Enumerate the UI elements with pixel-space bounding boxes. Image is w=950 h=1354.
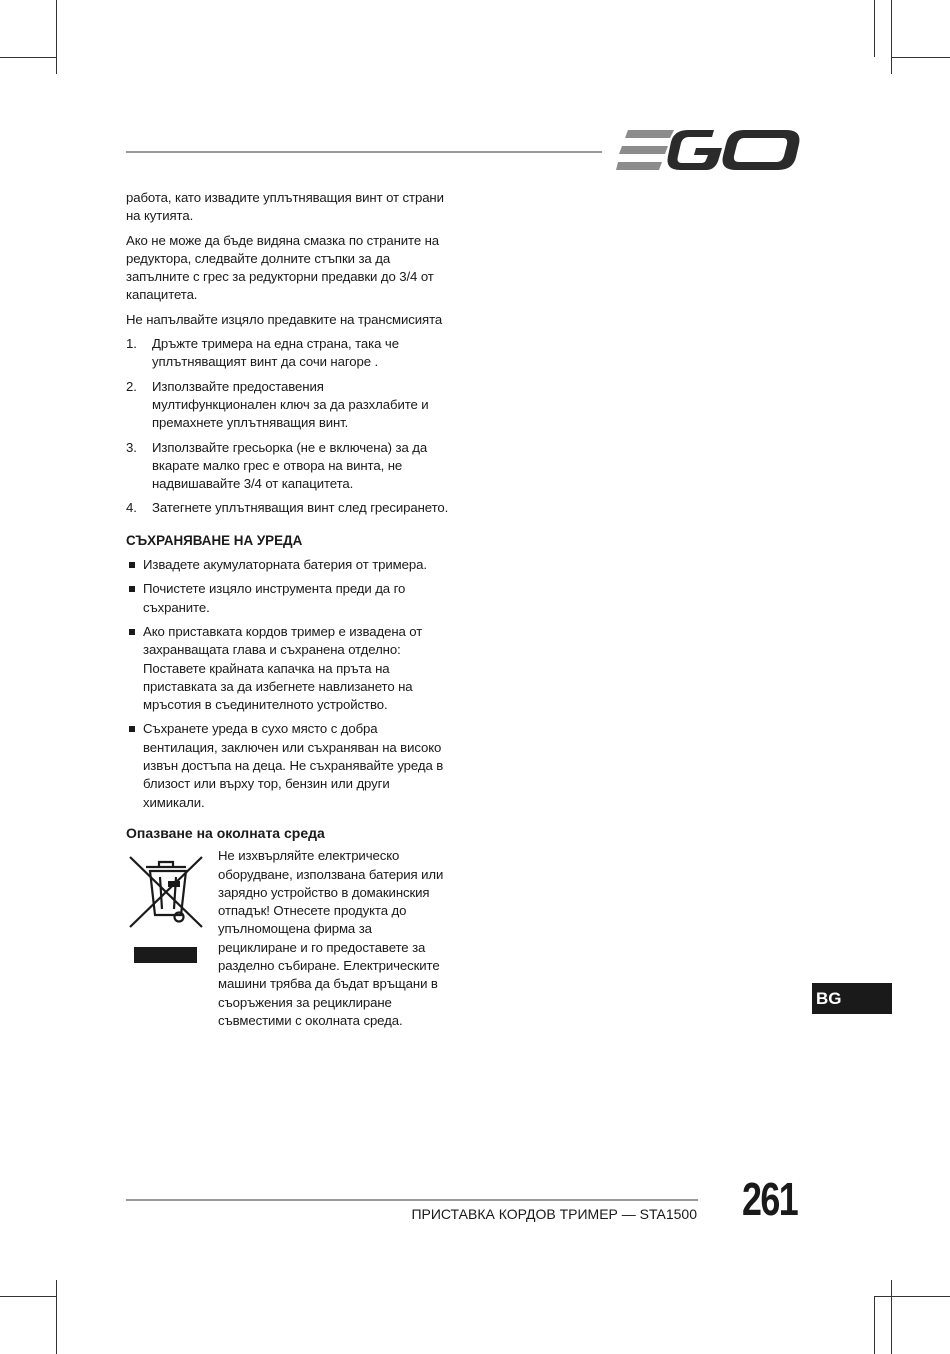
bullet-square-icon	[129, 629, 135, 635]
crop-mark	[0, 57, 56, 58]
footer-rule	[126, 1199, 698, 1201]
step-number: 2.	[126, 378, 137, 394]
crop-mark	[891, 1280, 892, 1354]
main-content	[126, 189, 451, 1027]
intro-paragraph: Не напълвайте изцяло предавките на трансмисията	[126, 311, 443, 327]
crop-mark	[0, 1296, 56, 1297]
footer-title: ПРИСТАВКА КОРДОВ ТРИМЕР — STA1500	[411, 1206, 697, 1222]
list-item-text: Извадете акумулаторната батерия от тримера.	[143, 557, 427, 573]
step-number: 3.	[126, 439, 137, 455]
ego-logo	[616, 128, 800, 172]
list-item	[126, 623, 451, 714]
list-item	[126, 556, 451, 574]
environment-text: Не изхвърляйте електрическо оборудване, използвана батерия или зарядно устройство в домакинския отпадък! Отнесете продукта до упълномощена фирма за рециклиране и го предоставете за разделно събиране. Електрическите машини трябва да бъдат връщани в съоръжения за рециклиране съвместими с околната среда.	[218, 848, 444, 1028]
crop-mark	[874, 1296, 892, 1297]
environment-heading: Опазване на околната среда	[126, 824, 325, 841]
step-text: Използвайте гресьорка (не е включена) за да вкарате малко грес е отвора на винта, не надвишавайте 3/4 от капацитета.	[152, 439, 428, 492]
crop-mark	[56, 1280, 57, 1354]
crop-mark	[891, 0, 892, 74]
environment-block	[126, 847, 451, 1027]
crossed-out-bin-icon	[126, 853, 206, 965]
language-tab: BG	[812, 983, 892, 1014]
list-item	[126, 720, 451, 811]
crop-mark	[891, 1296, 950, 1297]
bullet-square-icon	[129, 726, 135, 732]
intro-paragraph: работа, като извадите уплътняващия винт от страни на кутията.	[126, 190, 444, 224]
storage-list	[126, 556, 451, 812]
bullet-square-icon	[129, 562, 135, 568]
intro-paragraph: Ако не може да бъде видяна смазка по страните на редуктора, следвайте долните стъпки за да запълните с грес за редукторни предавки до 3/4 от капацитета.	[126, 232, 440, 303]
list-item-text: Съхранете уреда в сухо място с добра вентилация, заключен или съхраняван на високо извън достъпа на деца. Не съхранявайте уреда в близост или върху тор, бензин или други химикали.	[143, 721, 444, 810]
step-text: Използвайте предоставения мултифункционален ключ за да разхлабите и премахнете уплътняващия винт.	[152, 378, 429, 431]
step-item	[126, 378, 451, 433]
list-item-text: Почистете изцяло инструмента преди да го съхраните.	[143, 581, 406, 615]
crop-mark	[874, 0, 875, 57]
step-number: 4.	[126, 500, 137, 516]
step-item	[126, 335, 451, 372]
storage-heading: СЪХРАНЯВАНЕ НА УРЕДА	[126, 532, 303, 548]
step-text: Затегнете уплътняващия винт след гресирането.	[152, 500, 449, 516]
header-rule	[126, 151, 602, 153]
list-item-text: Ако приставката кордов тример е извадена от захранващата глава и съхранена отделно: Поставете крайната капачка на пръта на приставката за да избегнете навлизането на мръсотия в съединителното устройство.	[143, 623, 423, 713]
bullet-square-icon	[129, 586, 135, 592]
page-number: 261	[742, 1173, 798, 1225]
crop-mark	[56, 0, 57, 74]
greasing-steps	[126, 335, 451, 518]
step-item	[126, 499, 451, 517]
step-number: 1.	[126, 336, 137, 352]
list-item	[126, 580, 451, 617]
crop-mark	[874, 1296, 875, 1354]
step-text: Дръжте тримера на една страна, така че уплътняващият винт да сочи нагоре .	[152, 336, 399, 370]
step-item	[126, 439, 451, 494]
crop-mark	[891, 57, 950, 58]
